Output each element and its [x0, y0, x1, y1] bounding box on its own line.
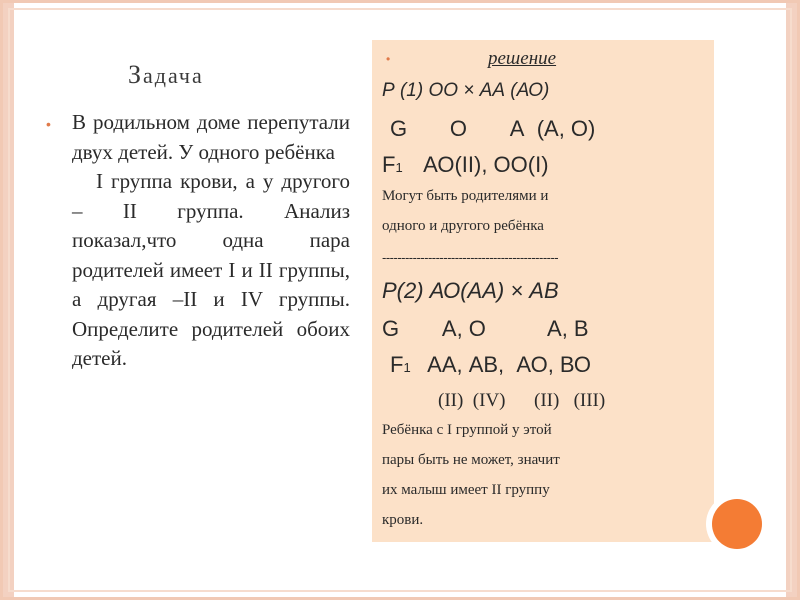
- problem-text: [72, 108, 350, 374]
- title-first-letter: З: [128, 60, 144, 89]
- cross-2: Р(2) АО(АА) × АВ: [382, 278, 559, 303]
- offspring-2-groups: (II) (IV) (II) (III): [438, 390, 606, 411]
- note-1b: одного и другого ребёнка: [382, 218, 544, 234]
- page-title: [128, 60, 204, 90]
- f1-row-2: [390, 352, 591, 378]
- solution-heading: решение: [488, 48, 557, 69]
- gametes-1: G О А (А, О): [390, 116, 596, 141]
- gametes-2: G А, О А, В: [382, 316, 589, 341]
- note-2c: их малыш имеет II группу: [382, 482, 550, 498]
- decorative-circle: [712, 499, 762, 549]
- divider: ----------------------------------------------: [382, 250, 559, 265]
- problem-paragraph-1: В родильном доме перепутали двух детей. У одного ребёнка: [72, 110, 350, 164]
- solution-panel: [372, 40, 714, 542]
- title-rest: адача: [143, 63, 204, 88]
- problem-paragraph-2: I группа крови, а у другого – II группа. Анализ показал,что одна пара родителей имеет I и II группы, а другая –II и IV группы. Определите родителей обоих детей.: [72, 169, 350, 370]
- note-2a: Ребёнка с I группой у этой: [382, 422, 552, 438]
- f1-row-1: [382, 152, 549, 178]
- f1-label: F: [390, 352, 404, 377]
- cross-1: Р (1) ОО × АА (АО): [382, 80, 550, 101]
- f1-subscript: 1: [395, 160, 403, 175]
- f1-label: F: [382, 152, 396, 177]
- note-2b: пары быть не может, значит: [382, 452, 560, 468]
- offspring-2: АА, АВ, АО, ВО: [427, 352, 591, 377]
- offspring-1: АО(II), ОО(I): [423, 152, 549, 177]
- f1-subscript: 1: [403, 360, 411, 375]
- note-1a: Могут быть родителями и: [382, 188, 549, 204]
- note-2d: крови.: [382, 512, 424, 528]
- bullet-icon: •: [46, 116, 51, 132]
- bullet-icon: •: [386, 52, 391, 66]
